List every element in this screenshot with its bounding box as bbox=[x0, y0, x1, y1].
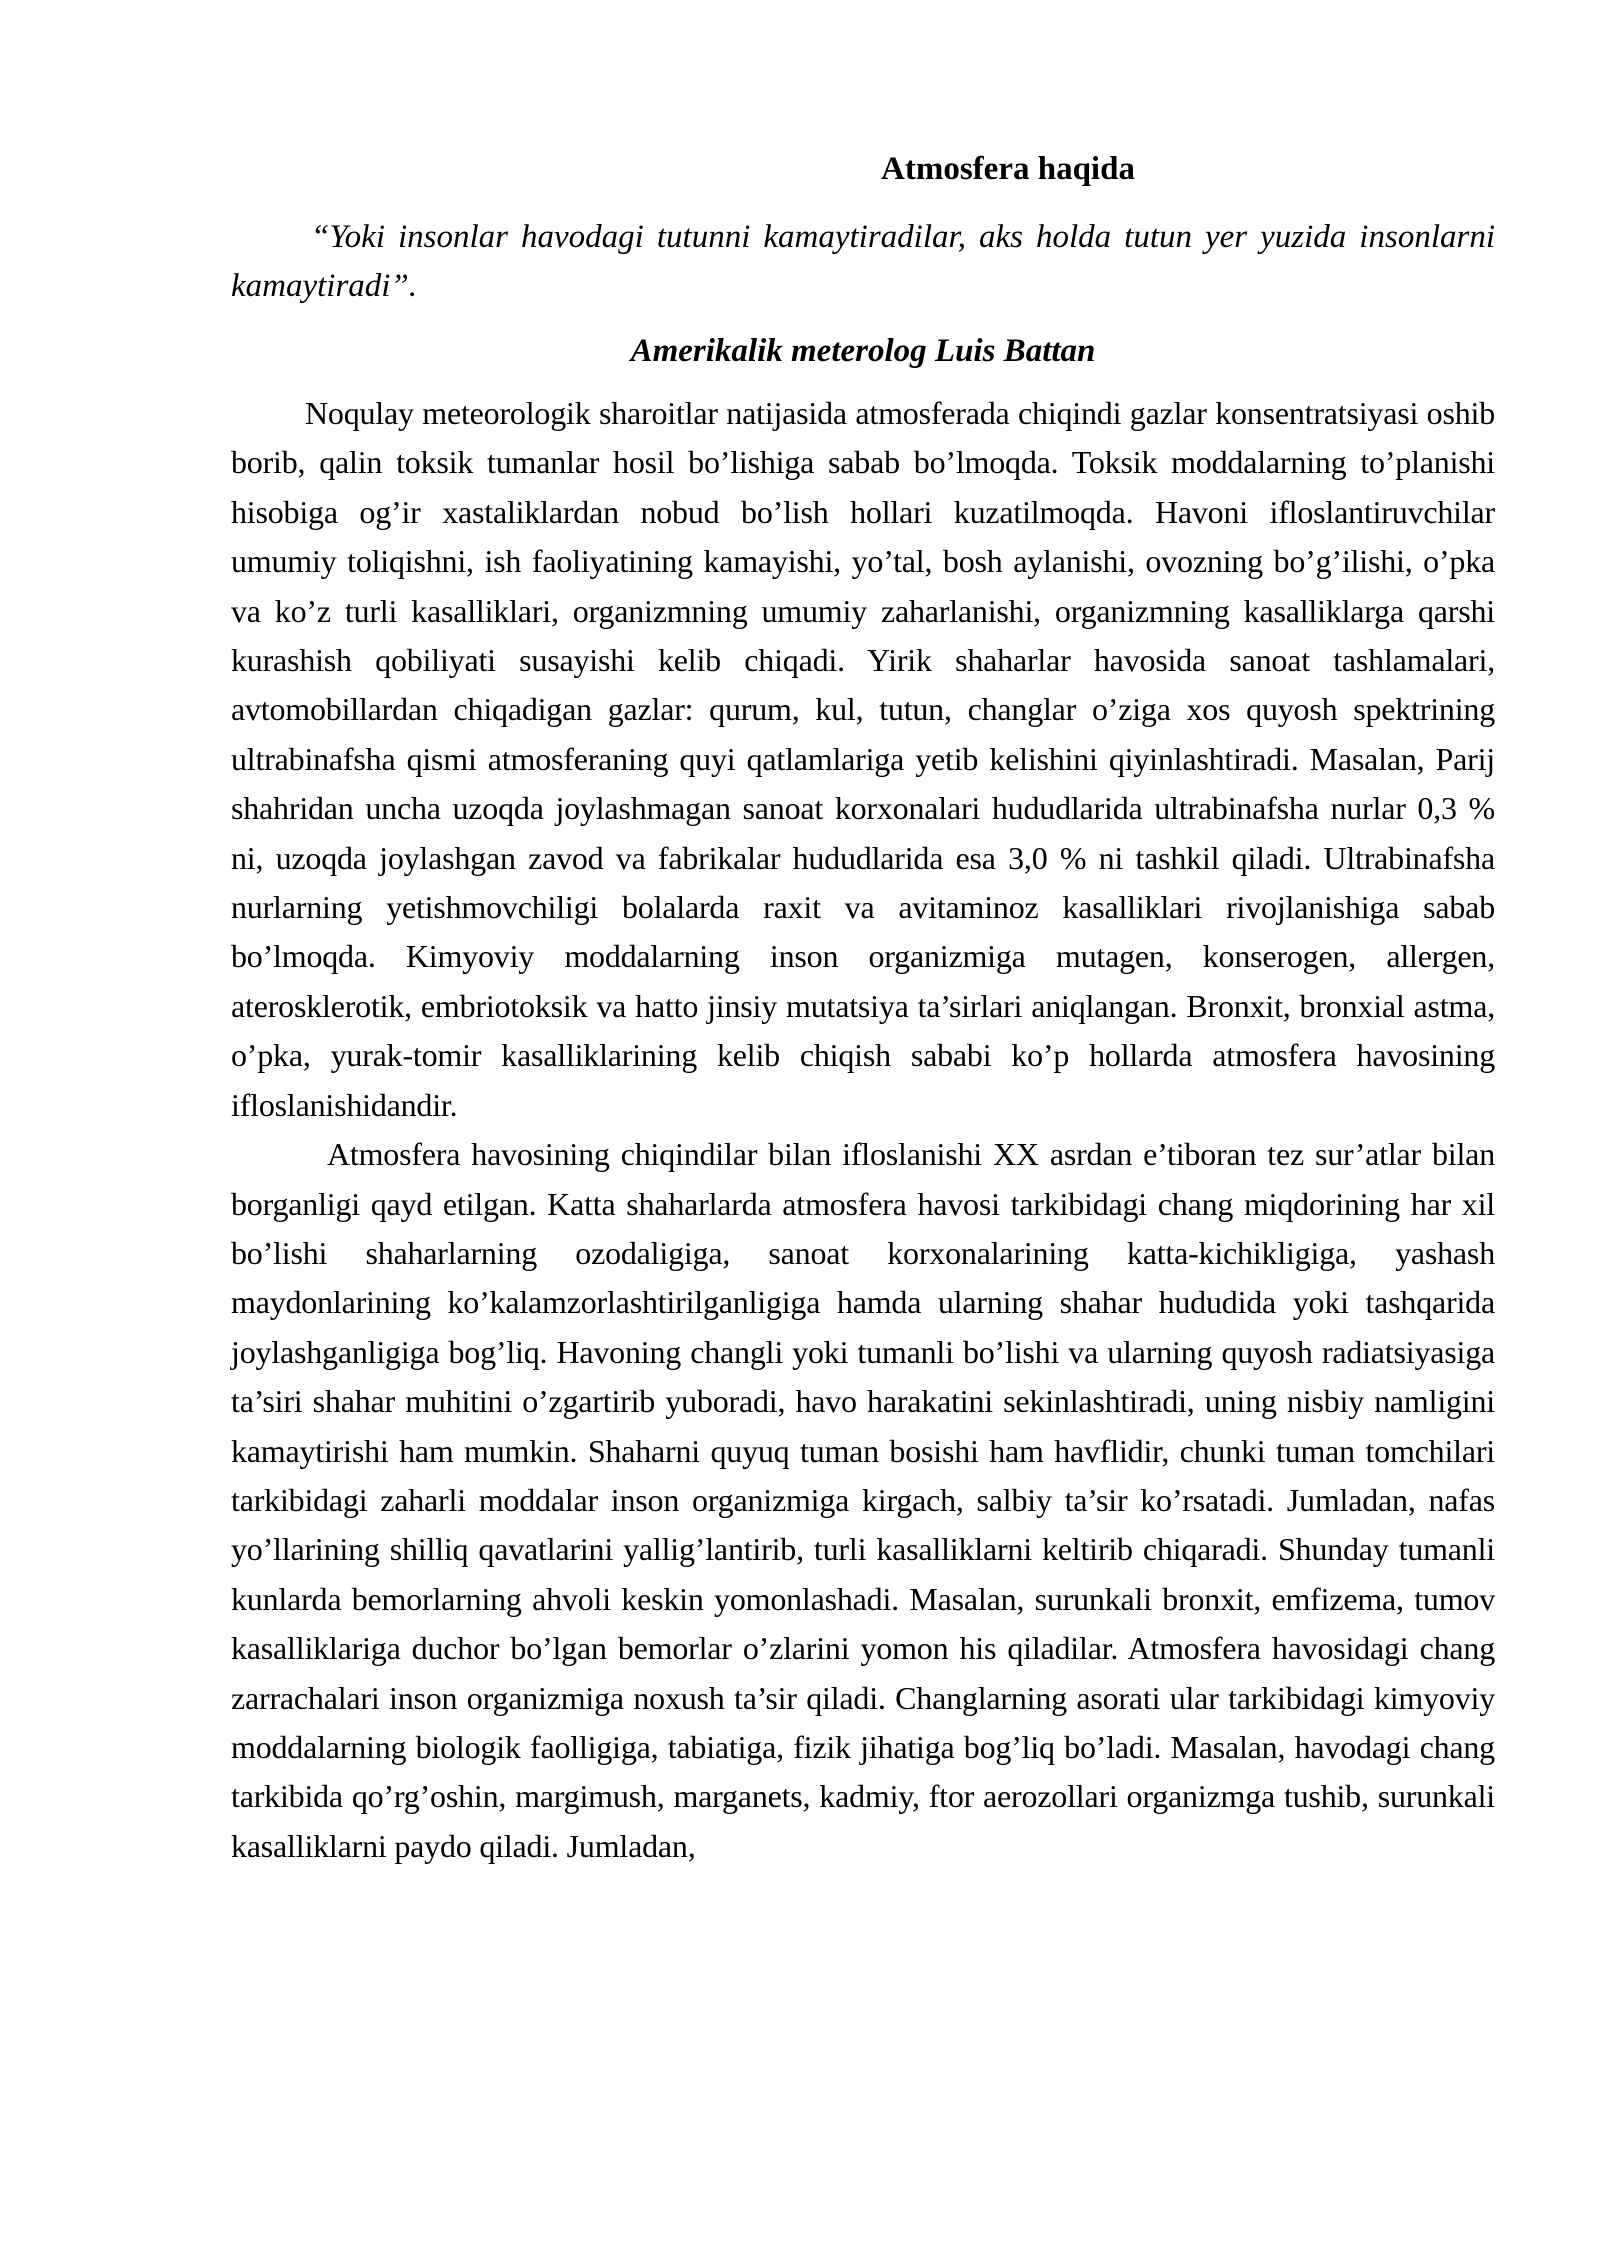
page-title: Atmosfera haqida bbox=[881, 151, 1135, 187]
body-paragraph-1: Noqulay meteorologik sharoitlar natijasida atmosferada chiqindi gazlar konsentratsiyasi oshib borib, qalin toksik tumanlar hosil bo’lishiga sabab bo’lmoqda. Toksik moddalarning to’planishi hisobiga og’ir xastaliklardan nobud bo’lish hollari kuzatilmoqda. Havoni ifloslantiruvchilar umumiy toliqishni, ish faoliyatining kamayishi, yo’tal, bosh aylanishi, ovozning bo’g’ilishi, o’pka va ko’z turli kasalliklari, organizmning umumiy zaharlanishi, organizmning kasalliklarga qarshi kurashish qobiliyati susayishi kelib chiqadi. Yirik shaharlar havosida sanoat tashlamalari, avtomobillardan chiqadigan gazlar: qurum, kul, tutun, changlar o’ziga xos quyosh spektrining ultrabinafsha qismi atmosferaning quyi qatlamlariga yetib kelishini qiyinlashtiradi. Masalan, Parij shahridan uncha uzoqda joylashmagan sanoat korxonalari hududlarida ultrabinafsha nurlar 0,3 % ni, uzoqda joylashgan zavod va fabrikalar hududlarida esa 3,0 % ni tashkil qiladi. Ultrabinafsha nurlarning yetishmovchiligi bolalarda raxit va avitaminoz kasalliklari rivojlanishiga sabab bo’lmoqda. Kimyoviy moddalarning inson organizmiga mutagen, konserogen, allergen, aterosklerotik, embriotoksik va hatto jinsiy mutatsiya ta’sirlari aniqlangan. Bronxit, bronxial astma, o’pka, yurak-tomir kasalliklarining kelib chiqish sababi ko’p hollarda atmosfera havosining ifloslanishidandir. bbox=[231, 395, 1495, 1123]
page-content bbox=[231, 145, 1495, 1871]
epigraph-author: Amerikalik meterolog Luis Battan bbox=[630, 333, 1096, 369]
epigraph-quote: “Yoki insonlar havodagi tutunni kamaytiradilar, aks holda tutun yer yuzida insonlarni kamaytiradi”. bbox=[231, 219, 1495, 304]
body-paragraph-2: Atmosfera havosining chiqindilar bilan ifloslanishi XX asrdan e’tiboran tez sur’atlar bilan borganligi qayd etilgan. Katta shaharlarda atmosfera havosi tarkibidagi chang miqdorining har xil bo’lishi shaharlarning ozodaligiga, sanoat korxonalarining katta-kichikligiga, yashash maydonlarining ko’kalamzorlashtirilganligiga hamda ularning shahar hududida yoki tashqarida joylashganligiga bog’liq. Havoning changli yoki tumanli bo’lishi va ularning quyosh radiatsiyasiga ta’siri shahar muhitini o’zgartirib yuboradi, havo harakatini sekinlashtiradi, uning nisbiy namligini kamaytirishi ham mumkin. Shaharni quyuq tuman bosishi ham havflidir, chunki tuman tomchilari tarkibidagi zaharli moddalar inson organizmiga kirgach, salbiy ta’sir ko’rsatadi. Jumladan, nafas yo’llarining shilliq qavatlarini yallig’lantirib, turli kasalliklarni keltirib chiqaradi. Shunday tumanli kunlarda bemorlarning ahvoli keskin yomonlashadi. Masalan, surunkali bronxit, emfizema, tumov kasalliklariga duchor bo’lgan bemorlar o’zlarini yomon his qiladilar. Atmosfera havosidagi chang zarrachalari inson organizmiga noxush ta’sir qiladi. Changlarning asorati ular tarkibidagi kimyoviy moddalarning biologik faolligiga, tabiatiga, fizik jihatiga bog’liq bo’ladi. Masalan, havodagi chang tarkibida qo’rg’oshin, margimush, marganets, kadmiy, ftor aerozollari organizmga tushib, surunkali kasalliklarni paydo qiladi. Jumladan, bbox=[231, 1136, 1495, 1864]
